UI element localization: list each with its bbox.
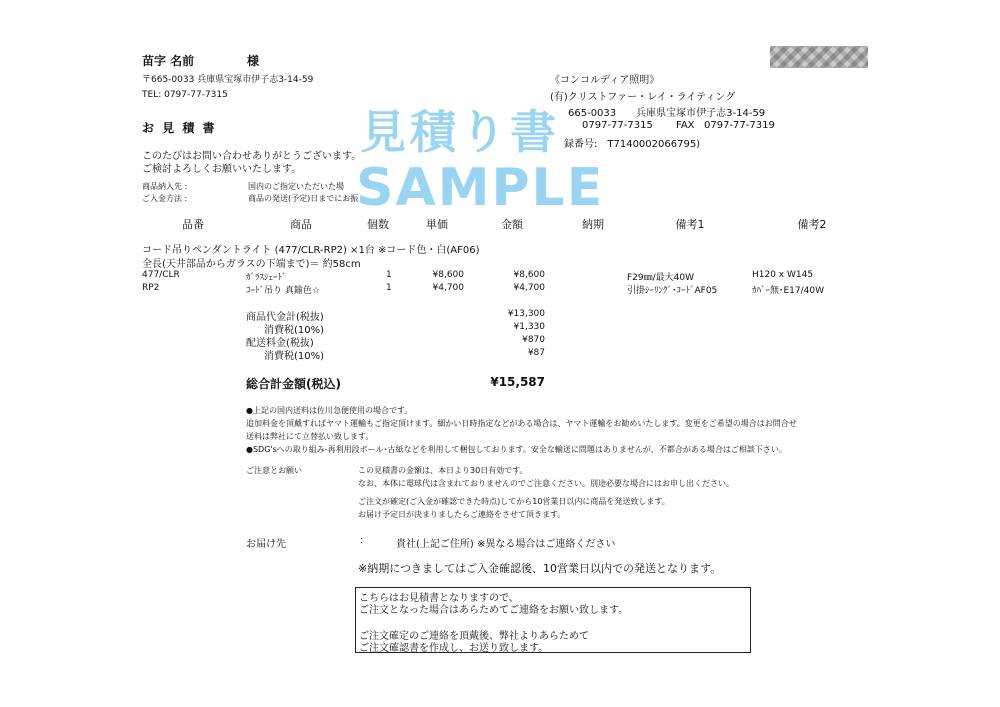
note-line-1: ●上記の国内送料は佐川急便使用の場合です。 [246,406,413,415]
note-line-4: ●SDG'sへの取り組み-再利用段ボール･古紙などを利用して梱包しております。安全な輸送に問題はありませんが、不都合がある場合はご相談下さい。 [246,445,787,454]
row-qty: 1 [386,270,392,280]
greeting-line-2: ご検討よろしくお願いいたします。 [142,164,302,175]
subtotal-tax-label: 消費税(10%) [264,325,325,336]
row-note2: H120 x W145 [752,270,814,280]
notice-box [355,587,751,653]
term-label-2: ご入金方法 : [142,194,188,203]
shipping-label: 配送料金(税抜) [246,338,314,349]
header-note2: 備考2 [797,218,827,231]
seller-registration: 録番号: T7140002066795) [564,139,701,150]
header-item: 商品 [290,218,312,231]
seller-fax: 0797-77-7319 [704,120,775,131]
caution-line-3: ご注文が確定(ご入金が確認できた時点)してから10営業日以内に商品を発送致します。 [358,497,670,506]
caution-label: ご注意とお願い [246,466,302,475]
delivery-value: 貴社(上記ご住所) ※異なる場合はご連絡ください [396,539,616,550]
total-label: 総合計金額(税込) [246,377,341,391]
row-item: ｶﾞﾗｽｼｪｰﾄﾞ [246,273,287,283]
subtotal-value: ¥13,300 [507,309,545,319]
term-value-2: 商品の発送(予定)日までにお振 [248,194,359,203]
subtotal-tax-value: ¥1,330 [513,322,545,332]
document-title: お 見 積 書 [142,121,217,135]
caution-line-4: お届け予定日が決まりましたらご連絡をさせて頂きます。 [358,510,566,519]
seller-shop: 《コンコルディア照明》 [550,75,660,86]
row-amount: ¥4,700 [513,283,545,293]
delivery-label: お届け先 [246,539,286,550]
row-code: RP2 [142,283,160,293]
seller-tel: 0797-77-7315 [582,120,653,131]
caution-line-1: この見積書の金額は、本日より30日有効です。 [358,466,528,475]
header-note1: 備考1 [675,218,705,231]
watermark-sample: SAMPLE [356,158,605,218]
greeting-line-1: このたびはお問い合わせありがとうございます。 [142,151,362,162]
row-qty: 1 [386,283,392,293]
delivery-colon: : [360,535,364,546]
box-line-4: ご注文確定のご連絡を頂戴後、弊社よりあらためて [359,631,589,642]
header-delivery: 納期 [582,218,604,231]
header-amount: 金額 [501,218,523,231]
seller-company: (有)クリストファー・レイ・ライティング [550,92,736,103]
row-note1: 引掛ｼｰﾘﾝｸﾞ･ｺｰﾄﾞAF05 [627,286,718,296]
box-line-5: ご注文確認書を作成し、お送り致します。 [359,643,549,654]
term-value-1: 国内のご指定いただいた場 [248,182,344,191]
row-code: 477/CLR [142,270,180,280]
note-line-2: 追加料金を頂戴すればヤマト運輸もご指定頂けます。細かい日時指定などがある場合は、ヤマト運輸をお勧めいたします。変更をご希望の場合はお問合せ [246,419,797,428]
shipping-value: ¥870 [522,335,545,345]
product-desc-2: 全長(天井部品からガラスの下端まで)＝ 約58cm [142,259,361,270]
row-unit: ¥8,600 [432,270,464,280]
header-unit: 単価 [426,218,448,231]
shipping-tax-label: 消費税(10%) [264,351,325,362]
watermark-title: 見積り書 [360,105,560,159]
customer-address: 〒665-0033 兵庫県宝塚市伊子志3-14-59 [142,75,314,85]
note-line-3: 送料は弊社にて立替払い致します。 [246,432,374,441]
total-value: ¥15,587 [490,375,545,389]
row-amount: ¥8,600 [513,270,545,280]
customer-name: 苗字 名前 [142,54,195,68]
term-label-1: 商品納入先 : [142,182,188,191]
row-item: ｺｰﾄﾞ吊り 真鍮色☆ [246,286,320,296]
seller-address: 665-0033 兵庫県宝塚市伊子志3-14-59 [568,108,766,119]
subtotal-label: 商品代金計(税抜) [246,312,324,323]
shipping-tax-value: ¥87 [527,348,545,358]
caution-line-2: なお、本体に電球代は含まれておりませんのでご注意ください。別途必要な場合にはお申し出ください。 [358,479,734,488]
row-unit: ¥4,700 [432,283,464,293]
customer-honorific: 様 [247,54,260,68]
customer-tel: TEL: 0797-77-7315 [142,90,228,100]
product-desc-1: コード吊りペンダントライト (477/CLR-RP2) ×1台 ※コード色・白(AF06) [142,245,480,256]
seller-fax-label: FAX [676,120,695,131]
header-qty: 個数 [367,218,389,231]
shipping-note: ※納期につきましてはご入金確認後、10営業日以内での発送となります。 [358,562,722,575]
box-line-2: ご注文となった場合はあらためてご連絡をお願い致します。 [359,605,629,616]
row-note2: ｶﾊﾞｰ無･E17/40W [752,286,825,296]
logo-stamp [770,46,868,68]
row-note1: F29㎜/最大40W [627,273,695,283]
box-line-1: こちらはお見積書となりますので、 [359,593,519,604]
header-code: 品番 [182,218,204,231]
